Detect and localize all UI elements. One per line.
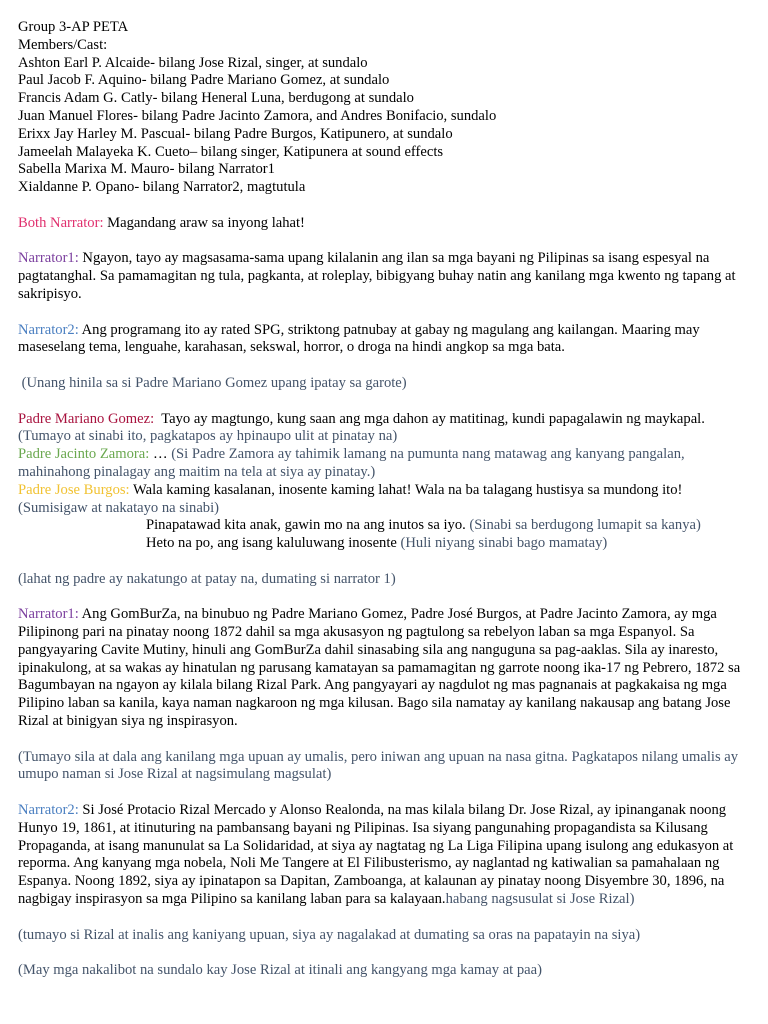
- stage-direction: habang nagsusulat si Jose Rizal): [445, 891, 635, 908]
- narrator1-gomburza: [18, 606, 750, 731]
- member-line: Jameelah Malayeka K. Cueto– bilang singer, Katipunera at sound effects: [18, 143, 444, 160]
- burgos-line: [18, 482, 750, 500]
- speaker-label: Padre Jose Burgos:: [18, 481, 130, 498]
- dialogue-text: Magandang araw sa inyong lahat!: [103, 214, 305, 231]
- member-line: Sabella Marixa M. Mauro- bilang Narrator1: [18, 161, 275, 178]
- stage-direction: (May mga nakalibot na sundalo kay Jose Rizal at itinali ang kangyang mga kamay at paa): [18, 962, 542, 979]
- dialogue-text: Si José Protacio Rizal Mercado y Alonso Realonda, na mas kilala bilang Dr. Jose Rizal, ay ipinanganak noong Hunyo 19, 1861, at itinuturing na pambansang bayani ng Pilipinas. Isa siyang pangunahing propagandista sa Kilusang Propaganda, at isang manunulat sa La Solidaridad, at siya ay nagtatag ng La Liga Filipina upang isulong ang edukasyon at reporma. Ang kanyang mga nobela, Noli Me Tangere at El Filibusterismo, ay naglantad ng katiwalian sa pamahalaan ng Espanya. Noong 1892, siya ay ipinatapon sa Dapitan, Zamboanga, at kalaunan ay pinatay noong Disyembre 30, 1896, na nagbigay inspirasyon sa mga Pilipino sa kanilang laban para sa kalayaan.: [18, 802, 734, 908]
- burgos-line-indented: [18, 517, 750, 535]
- dialogue-text: Tayo ay magtungo, kung saan ang mga dahon ay matitinag, kundi papagalawin ng maykapal.: [154, 410, 705, 427]
- dialogue-text: Pinapatawad kita anak, gawin mo na ang inutos sa iyo.: [146, 517, 470, 534]
- member-line: Xialdanne P. Opano- bilang Narrator2, magtutula: [18, 179, 306, 196]
- member-line: Paul Jacob F. Aquino- bilang Padre Mariano Gomez, at sundalo: [18, 72, 390, 89]
- burgos-line-indented: [18, 535, 750, 553]
- member-line: Erixx Jay Harley M. Pascual- bilang Padre Burgos, Katipunero, at sundalo: [18, 125, 453, 142]
- speaker-label: Narrator2:: [18, 802, 79, 819]
- speaker-label: Padre Jacinto Zamora:: [18, 446, 150, 463]
- gomez-line: [18, 411, 750, 429]
- document-title: Group 3-AP PETA: [18, 19, 129, 35]
- stage-direction: (tumayo si Rizal at inalis ang kaniyang upuan, siya ay nagalakad at dumating sa oras na papatayin na siya): [18, 926, 641, 943]
- stage-direction: (Huli niyang sinabi bago mamatay): [400, 535, 608, 552]
- speaker-label: Both Narrator:: [18, 214, 104, 231]
- members-label: Members/Cast:: [18, 36, 108, 53]
- dialogue-text: Ang programang ito ay rated SPG, striktong patnubay at gabay ng magulang ang kailangan. Maaring may maseselang tema, lenguahe, karahasan, sekswal, horror, o droga na hindi angkop sa mga bata.: [18, 321, 700, 356]
- dialogue-text: …: [149, 446, 172, 463]
- both-narrator-line: [18, 215, 750, 233]
- stage-direction: (Sinabi sa berdugong lumapit sa kanya): [469, 517, 701, 534]
- stage-direction: (Unang hinila sa si Padre Mariano Gomez upang ipatay sa garote): [18, 374, 407, 391]
- narrator2-rizal: [18, 802, 750, 909]
- narrator2-advisory: [18, 322, 750, 358]
- dialogue-text: Wala kaming kasalanan, inosente kaming lahat! Wala na ba talagang hustisya sa mundong ito!: [129, 481, 683, 498]
- stage-direction: (Tumayo sila at dala ang kanilang mga upuan ay umalis, pero iniwan ang upuan na nasa gitna. Pagkatapos nilang umalis ay umupo naman si Jose Rizal at nagsimulang magsulat): [18, 748, 739, 783]
- member-line: Ashton Earl P. Alcaide- bilang Jose Rizal, singer, at sundalo: [18, 54, 368, 71]
- member-line: Francis Adam G. Catly- bilang Heneral Luna, berdugong at sundalo: [18, 90, 414, 107]
- dialogue-text: Ngayon, tayo ay magsasama-sama upang kilalanin ang ilan sa mga bayani ng Pilipinas sa isang espesyal na pagtatanghal. Sa pamamagitan ng tula, pagkanta, at roleplay, bibigyang buhay natin ang kanilang mga kwento ng tapang at sakripisyo.: [18, 250, 736, 302]
- member-line: Juan Manuel Flores- bilang Padre Jacinto Zamora, and Andres Bonifacio, sundalo: [18, 107, 497, 124]
- speaker-label: Narrator2:: [18, 321, 79, 338]
- stage-direction: (Tumayo at sinabi ito, pagkatapos ay hpinaupo ulit at pinatay na): [18, 428, 398, 445]
- stage-direction: (Si Padre Zamora ay tahimik lamang na pumunta nang matawag ang kanyang pangalan, mahinahong pinalagay ang maitim na tela at siya ay pinatay.): [18, 446, 685, 480]
- stage-direction: (lahat ng padre ay nakatungo at patay na, dumating si narrator 1): [18, 570, 396, 587]
- narrator1-intro: [18, 250, 750, 303]
- speaker-label: Narrator1:: [18, 606, 79, 623]
- speaker-label: Padre Mariano Gomez:: [18, 410, 155, 427]
- dialogue-text: Ang GomBurZa, na binubuo ng Padre Mariano Gomez, Padre José Burgos, at Padre Jacinto Zamora, ay mga Pilipinong pari na pinatay noong 1872 dahil sa mga akusasyon ng pagtulong sa rebelyon laban sa mga Espanyol. Sa pangyayaring Cavite Mutiny, hinuli ang GomBurZa dahil sinasabing sila ang nanguguna sa pag-aaklas. Sila ay inaresto, ipinakulong, at sa wakas ay hinatulan ng parusang kamatayan sa pamamagitan ng garrote noong ika-17 ng Pebrero, 1872 sa Bagumbayan na ngayon ay kilala bilang Rizal Park. Ang pangyayari ay nagdulot ng mas pagnanais at pagkakaisa ng mga Pilipino laban sa kanila, kaya naman nagkaroon ng mga kilusan. Bago sila namatay ay kanilang nakausap ang batang Jose Rizal at binigyan siya ng inspirasyon.: [18, 606, 741, 730]
- dialogue-text: Heto na po, ang isang kaluluwang inosente: [146, 535, 401, 552]
- stage-direction: (Sumisigaw at nakatayo na sinabi): [18, 499, 220, 516]
- zamora-line: [18, 446, 750, 482]
- speaker-label: Narrator1:: [18, 250, 79, 267]
